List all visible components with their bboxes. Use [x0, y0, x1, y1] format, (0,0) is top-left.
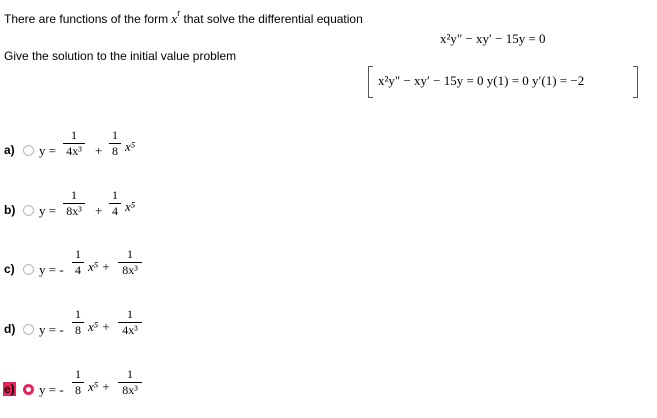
option-e-radio[interactable]: [23, 384, 34, 395]
option-b-term2-tail: x⁵: [125, 199, 136, 214]
option-b-label: b): [4, 203, 16, 217]
option-c-term2-num: 1: [127, 247, 133, 261]
option-e-term2-num: 1: [127, 367, 133, 381]
option-e-lhs: y = -: [39, 382, 64, 397]
option-c-term2-den: 8x³: [122, 263, 138, 277]
option-c-lhs: y = -: [39, 262, 64, 277]
option-d-term2: [118, 308, 142, 337]
option-a-term1-den: 4x³: [66, 144, 82, 158]
option-c-term1: [72, 248, 84, 277]
option-c-term1-den: 4: [75, 263, 81, 277]
option-c-term1-tail: x⁵ +: [88, 259, 111, 274]
option-b-term2-den: 4: [112, 204, 118, 218]
left-bracket: [368, 66, 373, 98]
option-a-label: a): [4, 143, 15, 157]
option-e-term1: [72, 368, 84, 397]
option-b-op: +: [95, 203, 103, 218]
option-a-term2-num: 1: [112, 128, 118, 142]
option-d-term1-tail: x⁵ +: [88, 319, 111, 334]
r-exponent: r: [177, 8, 181, 18]
option-d-term1-den: 8: [75, 323, 81, 337]
option-b-term1: [63, 189, 85, 218]
option-b-term1-den: 8x³: [66, 204, 82, 218]
option-a-term2: [109, 129, 121, 158]
option-e-label: e): [4, 382, 15, 396]
option-b-term2-num: 1: [112, 188, 118, 202]
option-d-term1: [72, 308, 84, 337]
option-a-lhs: y =: [39, 143, 57, 158]
option-c-term2: [118, 248, 142, 277]
option-d-term2-num: 1: [127, 307, 133, 321]
option-b-term2: [109, 189, 121, 218]
option-a-term2-tail: x⁵: [125, 139, 136, 154]
option-b-term1-num: 1: [71, 188, 77, 202]
option-a-op: +: [95, 143, 103, 158]
option-e-term1-tail: x⁵ +: [88, 379, 111, 394]
option-b-radio[interactable]: [23, 205, 34, 216]
option-a-radio[interactable]: [23, 145, 34, 156]
question-line-1: [4, 8, 363, 27]
x-variable: x: [171, 11, 178, 26]
question-line-2: Give the solution to the initial value problem: [4, 49, 237, 63]
option-d-label: d): [4, 322, 16, 336]
option-c-label: c): [4, 262, 15, 276]
option-a-term2-den: 8: [112, 144, 118, 158]
question-prefix: There are functions of the form: [4, 12, 172, 26]
option-e-term1-den: 8: [75, 383, 81, 397]
ivp-equation: x²y" − xy′ − 15y = 0 y(1) = 0 y′(1) = −2: [378, 73, 585, 88]
option-c-radio[interactable]: [23, 264, 34, 275]
option-e-term2: [118, 368, 142, 397]
option-d-radio[interactable]: [23, 324, 34, 335]
question-suffix: that solve the differential equation: [180, 12, 363, 26]
option-e-term2-den: 8x³: [122, 383, 138, 397]
ode-equation: x²y" − xy′ − 15y = 0: [440, 31, 546, 46]
ivp-equation-box: [368, 66, 638, 96]
option-b-lhs: y =: [39, 203, 57, 218]
option-e-term1-num: 1: [75, 367, 81, 381]
option-d-term1-num: 1: [75, 307, 81, 321]
option-d-lhs: y = -: [39, 322, 64, 337]
right-bracket: [633, 66, 638, 98]
option-a-term1: [63, 129, 85, 158]
option-d-term2-den: 4x³: [122, 323, 138, 337]
option-a-term1-num: 1: [71, 128, 77, 142]
option-c-term1-num: 1: [75, 247, 81, 261]
radio-selected-dot: [26, 387, 31, 392]
